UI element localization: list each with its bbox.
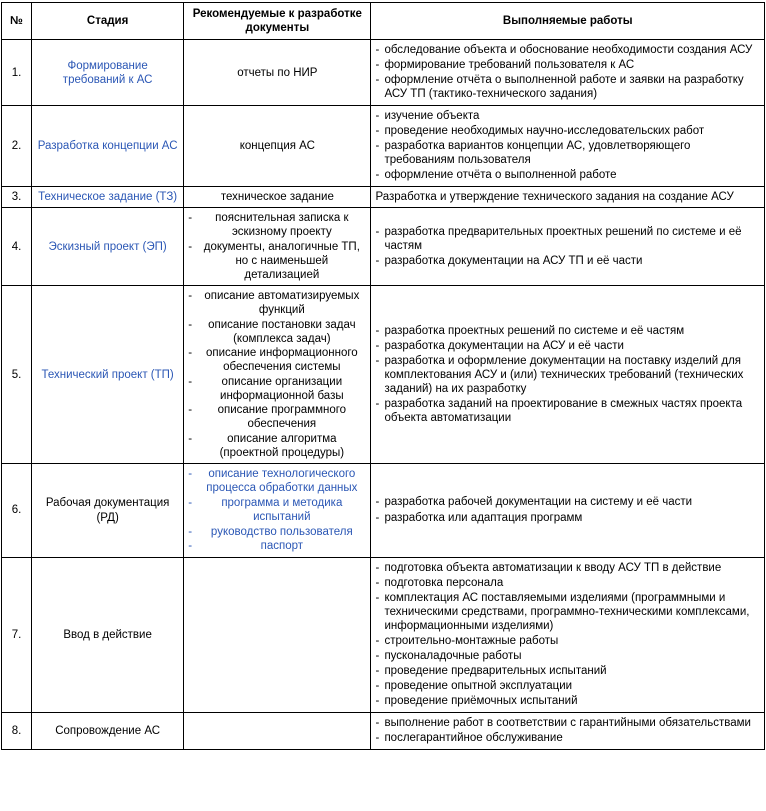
row-number: 4. — [2, 208, 32, 286]
works-cell — [371, 187, 765, 208]
work-item: - проведение необходимых научно-исследовательских работ — [375, 124, 760, 138]
work-item: - обследование объекта и обоснование необходимости создания АСУ — [375, 43, 760, 57]
work-item: - разработка предварительных проектных решений по системе и её частям — [375, 225, 760, 253]
work-item: - строительно-монтажные работы — [375, 634, 760, 648]
header-works: Выполняемые работы — [371, 3, 765, 40]
work-item: - формирование требований пользователя к АС — [375, 58, 760, 72]
works-cell — [371, 40, 765, 106]
document-item: отчеты по НИР — [237, 66, 318, 79]
stage-cell — [32, 187, 184, 208]
document-item: - описание организации информационной базы — [188, 375, 366, 403]
table-row — [2, 557, 765, 712]
table-row — [2, 286, 765, 464]
work-item: - проведение предварительных испытаний — [375, 664, 760, 678]
work-item: - подготовка персонала — [375, 576, 760, 590]
works-cell — [371, 106, 765, 187]
work-item: - разработка или адаптация программ — [375, 511, 760, 525]
stage-cell: Сопровождение АС — [32, 712, 184, 749]
stage-cell — [32, 40, 184, 106]
work-item: - разработка рабочей документации на систему и её части — [375, 495, 760, 509]
table-body — [2, 40, 765, 750]
stage-cell — [32, 286, 184, 464]
table-row — [2, 187, 765, 208]
work-item: - разработка документации на АСУ и её части — [375, 339, 760, 353]
work-item: - разработка документации на АСУ ТП и её части — [375, 254, 760, 268]
document-item: - описание программного обеспечения — [188, 403, 366, 431]
documents-cell — [184, 208, 371, 286]
work-item: - разработка вариантов концепции АС, удовлетворяющего требованиям пользователя — [375, 139, 760, 167]
work-item: - подготовка объекта автоматизации к вводу АСУ ТП в действие — [375, 561, 760, 575]
work-item: - разработка заданий на проектирование в смежных частях проекта объекта автоматизации — [375, 397, 760, 425]
document-item: - описание постановки задач (комплекса задач) — [188, 318, 366, 346]
header-number: № — [2, 3, 32, 40]
table-row — [2, 464, 765, 557]
row-number: 2. — [2, 106, 32, 187]
stage-cell: Ввод в действие — [32, 557, 184, 712]
row-number: 7. — [2, 557, 32, 712]
document-item: - описание информационного обеспечения системы — [188, 346, 366, 374]
work-item: - оформление отчёта о выполненной работе и заявки на разработку АСУ ТП (тактико-технического задания) — [375, 73, 760, 101]
document-item[interactable]: - паспорт — [188, 539, 366, 553]
row-number: 1. — [2, 40, 32, 106]
document-item: - описание алгоритма (проектной процедуры) — [188, 432, 366, 460]
stage-link[interactable]: Эскизный проект (ЭП) — [48, 240, 167, 253]
document-item[interactable]: - описание технологического процесса обработки данных — [188, 467, 366, 495]
header-documents: Рекомендуемые к разработке документы — [184, 3, 371, 40]
document-item: концепция АС — [239, 140, 315, 153]
document-item[interactable]: - руководство пользователя — [188, 525, 366, 539]
documents-cell — [184, 557, 371, 712]
documents-cell — [184, 40, 371, 106]
row-number: 5. — [2, 286, 32, 464]
stage-link[interactable]: Техническое задание (ТЗ) — [38, 191, 178, 204]
work-item: - проведение опытной эксплуатации — [375, 679, 760, 693]
documents-cell — [184, 286, 371, 464]
stage-link[interactable]: Технический проект (ТП) — [41, 368, 174, 381]
row-number: 3. — [2, 187, 32, 208]
document-item: техническое задание — [220, 191, 334, 204]
work-item: - комплектация АС поставляемыми изделиями (программными и техническими средствами, программно-техническими комплексами, информационными изделиями) — [375, 591, 760, 633]
work-item: - изучение объекта — [375, 109, 760, 123]
documents-cell — [184, 464, 371, 557]
work-item: - проведение приёмочных испытаний — [375, 694, 760, 708]
stage-cell — [32, 106, 184, 187]
document-item: - документы, аналогичные ТП, но с наименьшей детализацией — [188, 240, 366, 282]
works-cell — [371, 286, 765, 464]
document-item[interactable]: - программа и методика испытаний — [188, 496, 366, 524]
table-header-row — [2, 3, 765, 40]
work-item: Разработка и утверждение технического задания на создание АСУ — [375, 191, 734, 204]
stage-cell — [32, 208, 184, 286]
document-item: - описание автоматизируемых функций — [188, 289, 366, 317]
stage-link[interactable]: Формирование требований к АС — [62, 59, 153, 86]
documents-cell — [184, 712, 371, 749]
work-item: - пусконаладочные работы — [375, 649, 760, 663]
row-number: 8. — [2, 712, 32, 749]
work-item: - разработка и оформление документации на поставку изделий для комплектования АСУ и (или) технических требований (технических заданий) на их разработку — [375, 354, 760, 396]
work-item: - послегарантийное обслуживание — [375, 731, 760, 745]
table-row — [2, 208, 765, 286]
table-row — [2, 40, 765, 106]
document-item: - пояснительная записка к эскизному проекту — [188, 211, 366, 239]
works-cell — [371, 208, 765, 286]
stages-table — [1, 2, 765, 750]
works-cell — [371, 557, 765, 712]
works-cell — [371, 464, 765, 557]
table-row — [2, 712, 765, 749]
work-item: - выполнение работ в соответствии с гарантийными обязательствами — [375, 716, 760, 730]
work-item: - разработка проектных решений по системе и её частям — [375, 324, 760, 338]
header-stage: Стадия — [32, 3, 184, 40]
work-item: - оформление отчёта о выполненной работе — [375, 168, 760, 182]
table-row — [2, 106, 765, 187]
works-cell — [371, 712, 765, 749]
documents-cell — [184, 187, 371, 208]
row-number: 6. — [2, 464, 32, 557]
documents-cell — [184, 106, 371, 187]
stage-cell: Рабочая документация (РД) — [32, 464, 184, 557]
stage-link[interactable]: Разработка концепции АС — [37, 140, 178, 153]
